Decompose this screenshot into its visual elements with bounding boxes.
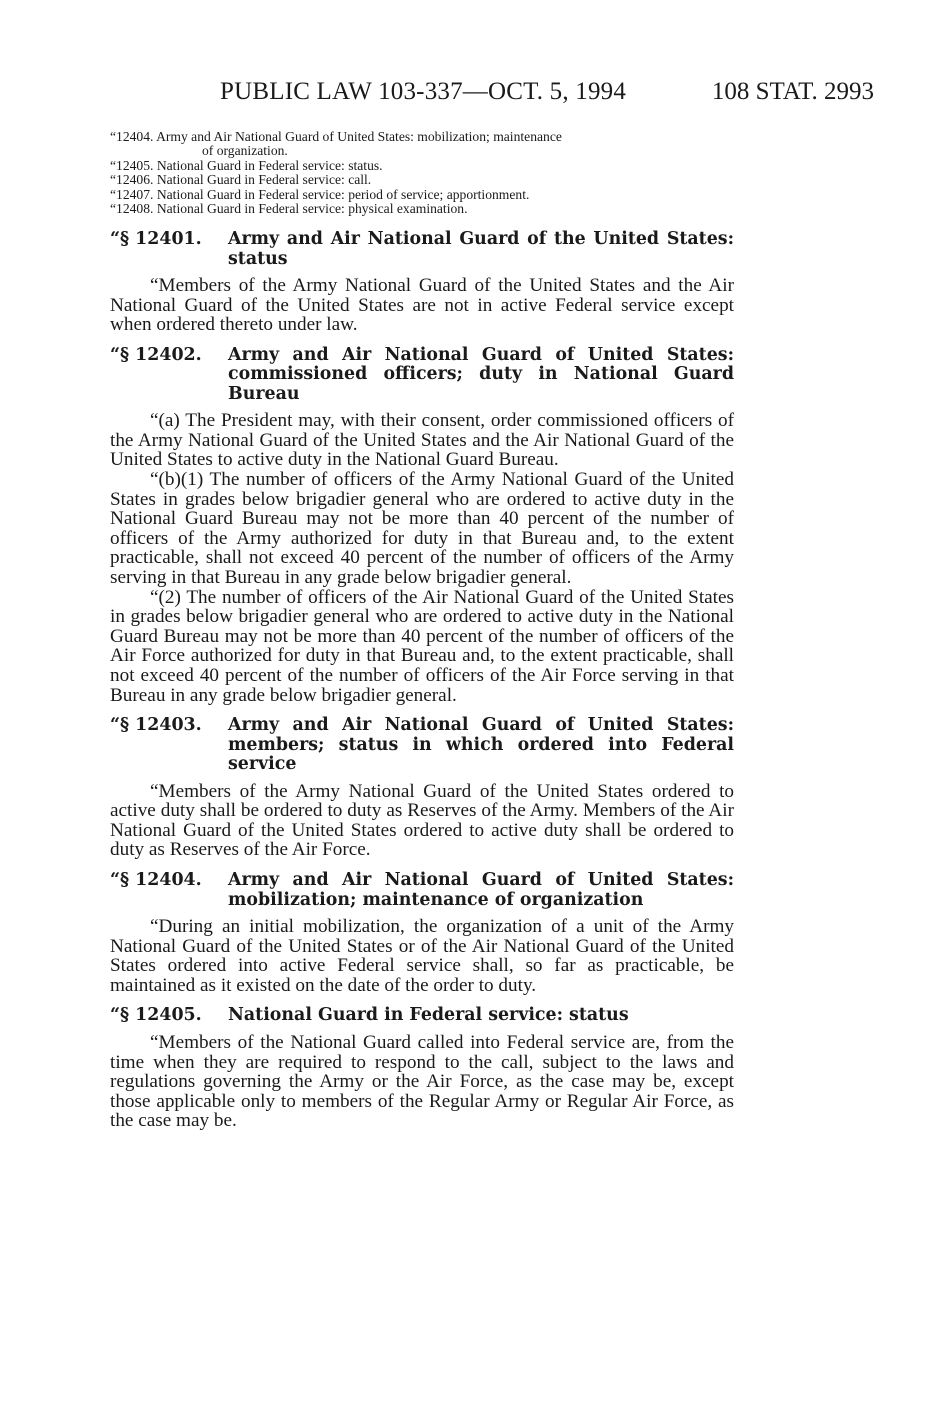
section-paragraph: “Members of the Army National Guard of the United States and the Air National Guard of the United States are not in active Federal service except when ordered thereto under law.: [110, 275, 734, 336]
toc-entry-text: “12408. National Guard in Federal service: physical examination.: [110, 201, 468, 217]
section-paragraph: “During an initial mobilization, the organization of a unit of the Army National Guard of the United States or of the Air National Guard of the United States ordered into active Federal service shall, so far as practicable, be maintained as it existed on the date of the order to duty.: [110, 916, 734, 996]
statute-page-reference: 108 STAT. 2993: [711, 78, 874, 105]
toc-entry-text: “12406. National Guard in Federal service: call.: [110, 172, 372, 188]
section-paragraph: “(a) The President may, with their consent, order commissioned officers of the Army National Guard of the United States and the Air National Guard of the United States to active duty in the National Guard Bureau.: [110, 410, 734, 471]
section-12401: [110, 230, 734, 335]
toc-entry: [110, 130, 734, 159]
toc-entry: [110, 173, 734, 187]
section-heading: [110, 871, 734, 910]
page-header: [110, 78, 874, 112]
toc-entry-continuation: of organization.: [202, 143, 288, 159]
section-heading: [110, 716, 734, 775]
section-heading: [110, 1006, 734, 1026]
toc-entry: [110, 188, 734, 202]
section-title: Army and Air National Guard of United States: members; status in which ordered into Federal service: [228, 715, 734, 775]
toc-entry-text: “12404. Army and Air National Guard of United States: mobilization; maintenance: [110, 129, 562, 144]
statute-body: [110, 230, 734, 1131]
section-number: “§ 12403.: [110, 715, 202, 736]
section-paragraph: “(2) The number of officers of the Air National Guard of the United States in grades below brigadier general who are ordered to active duty in the National Guard Bureau may not be more than 40 percent of the number of officers of the Air Force authorized for duty in that Bureau and, to the extent practicable, shall not exceed 40 percent of the number of officers of the Air Force serving in that Bureau in any grade below brigadier general.: [110, 586, 734, 706]
section-table-of-contents: [110, 130, 734, 216]
section-heading: [110, 346, 734, 405]
section-number: “§ 12404.: [110, 870, 202, 891]
section-number: “§ 12405.: [110, 1005, 202, 1026]
toc-entry-text: “12407. National Guard in Federal service: period of service; apportionment.: [110, 186, 530, 202]
section-title: National Guard in Federal service: status: [228, 1005, 629, 1026]
toc-entry: [110, 202, 734, 216]
section-12403: [110, 716, 734, 860]
section-12405: [110, 1006, 734, 1130]
section-paragraph: “(b)(1) The number of officers of the Army National Guard of the United States in grades below brigadier general who are ordered to active duty in the National Guard Bureau may not be more than 40 percent of the number of officers of the Army authorized for duty in that Bureau and, to the extent practicable, shall not exceed 40 percent of the number of officers of the Army serving in that Bureau in any grade below brigadier general.: [110, 469, 734, 589]
section-title: Army and Air National Guard of United States: commissioned officers; duty in National Guard Bureau: [228, 344, 734, 404]
section-12404: [110, 871, 734, 995]
section-number: “§ 12402.: [110, 344, 202, 365]
section-12402: [110, 346, 734, 705]
toc-entry-text: “12405. National Guard in Federal service: status.: [110, 157, 383, 173]
section-title: Army and Air National Guard of the United States: status: [228, 229, 734, 269]
running-head-title: PUBLIC LAW 103-337—OCT. 5, 1994: [220, 78, 627, 105]
toc-entry: [110, 159, 734, 173]
section-title: Army and Air National Guard of United States: mobilization; maintenance of organization: [228, 870, 734, 910]
section-paragraph: “Members of the National Guard called into Federal service are, from the time when they are required to respond to the call, subject to the laws and regulations governing the Army or the Air Force, as the case may be, except those applicable only to members of the Regular Army or Regular Air Force, as the case may be.: [110, 1031, 734, 1132]
section-heading: [110, 230, 734, 269]
section-paragraph: “Members of the Army National Guard of the United States ordered to active duty shall be ordered to duty as Reserves of the Army. Members of the Air National Guard of the United States ordered to active duty shall be ordered to duty as Reserves of the Air Force.: [110, 780, 734, 861]
section-number: “§ 12401.: [110, 229, 202, 249]
